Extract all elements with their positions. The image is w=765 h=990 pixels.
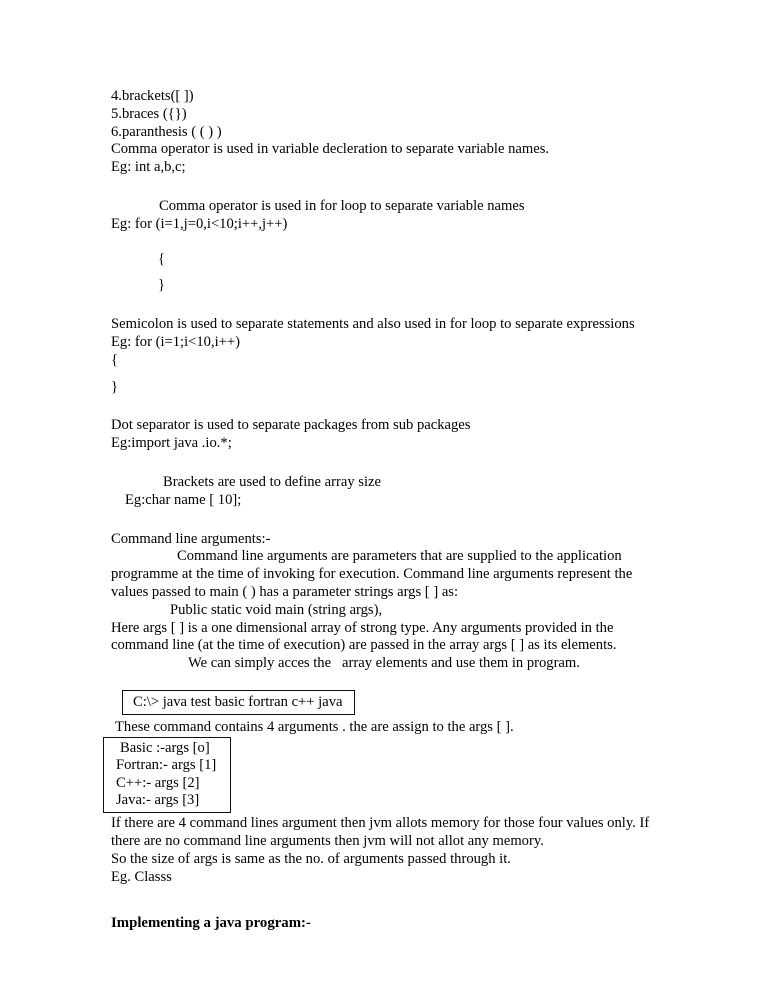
args-mapping-item-basic: Basic :-args [o] [120,739,210,756]
command-caption: These command contains 4 arguments . the are assign to the args [ ]. [115,718,514,735]
comma-operator-description: Comma operator is used in variable decleration to separate variable names. [111,141,550,158]
spacer [111,396,671,417]
spacer [111,234,671,251]
comma-operator-loop-description: Comma operator is used in for loop to separate variable names [159,197,525,214]
command-line-arguments-paragraph-3: We can simply acces the array elements and use them in program. [188,655,580,672]
comma-loop-brace-open: { [158,250,166,267]
implementing-java-program-heading: Implementing a java program:- [111,914,311,931]
comma-operator-example: Eg: int a,b,c; [111,159,186,176]
spacer [111,453,671,474]
separator-list [111,88,671,141]
semicolon-brace-open: { [111,351,119,368]
spacer [111,673,671,690]
command-line-arguments-heading: Command line arguments:- [111,530,271,547]
args-mapping-item-fortran: Fortran:- args [1] [116,757,217,774]
spacer [111,295,671,316]
spacer [111,177,671,198]
comma-loop-brace-close: } [158,277,166,294]
command-line-arguments-paragraph-1: Command line arguments are parameters that are supplied to the application programme at the time of invoking for execution. Command line arguments represent the values passed to main ( ) has a parameter strings args [ ] as: [111,548,633,600]
semicolon-description: Semicolon is used to separate statements and also used in for loop to separate expressions [111,316,635,333]
args-size-paragraph: So the size of args is same as the no. of arguments passed through it. [111,850,511,867]
spacer [111,370,671,379]
main-method-signature: Public static void main (string args), [170,601,383,618]
dot-separator-description: Dot separator is used to separate packages from sub packages [111,417,471,434]
separator-item-paranthesis: 6.paranthesis ( ( ) ) [111,123,222,140]
args-mapping-item-cpp: C++:- args [2] [116,774,200,791]
command-prompt-box: C:\> java test basic fortran c++ java [122,690,355,715]
brackets-description: Brackets are used to define array size [163,473,381,490]
spacer [111,268,671,277]
args-mapping-item-java: Java:- args [3] [116,791,200,808]
memory-allocation-paragraph: If there are 4 command lines argument then jvm allots memory for those four values only. If there are no command line arguments then jvm will not allot any memory. [111,815,650,850]
class-example-line: Eg. Classs [111,868,172,885]
comma-operator-loop-example: Eg: for (i=1,j=0,i<10;i++,j++) [111,215,288,232]
spacer [111,510,671,531]
separator-item-braces: 5.braces ({}) [111,105,187,122]
semicolon-example: Eg: for (i=1;i<10,i++) [111,333,240,350]
document-body [111,88,671,932]
dot-separator-example: Eg:import java .io.*; [111,435,232,452]
spacer [111,887,671,914]
command-line-arguments-paragraph-2: Here args [ ] is a one dimensional array of strong type. Any arguments provided in the command line (at the time of execution) are passed in the array args [ ] as its elements. [111,619,617,654]
args-mapping-box [103,737,231,814]
semicolon-brace-close: } [111,378,119,395]
separator-item-brackets: 4.brackets([ ]) [111,88,194,104]
brackets-example: Eg:char name [ 10]; [125,491,242,508]
